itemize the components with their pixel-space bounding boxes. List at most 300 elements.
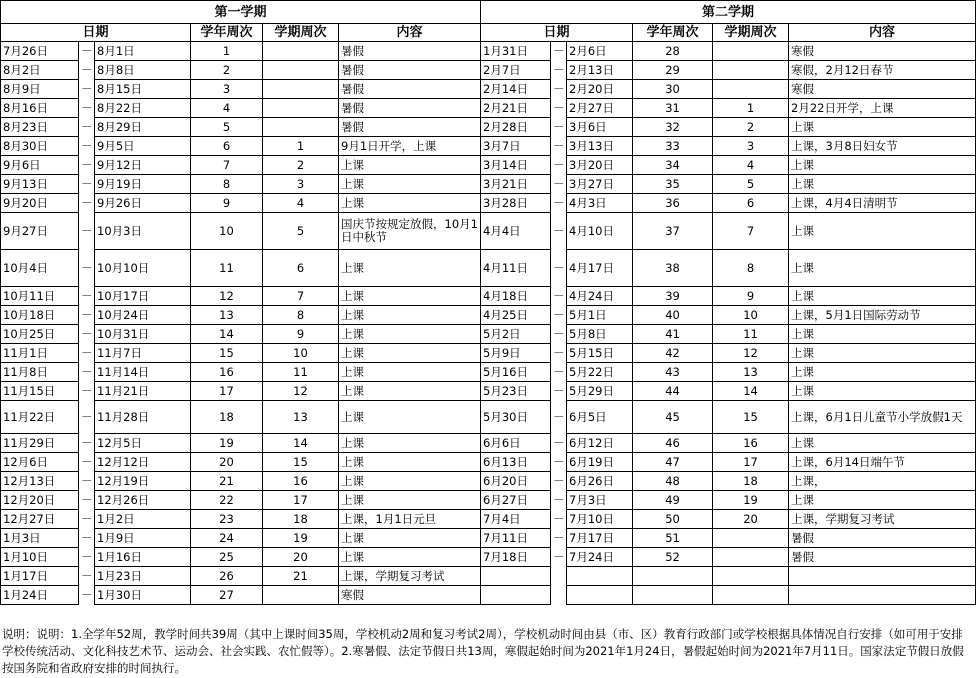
sem1-term-week: 5	[263, 213, 339, 250]
sem2-date-dash: －	[551, 99, 567, 118]
sem1-date-dash: －	[79, 382, 95, 401]
sem1-date-dash: －	[79, 586, 95, 605]
sem2-end-date: 3月6日	[567, 118, 633, 137]
sem2-end-date: 2月6日	[567, 42, 633, 61]
sem1-start-date: 11月15日	[1, 382, 79, 401]
sem2-date-dash: －	[551, 250, 567, 287]
sem2-content: 上课，学期复习考试	[789, 510, 976, 529]
sem2-end-date: 5月8日	[567, 325, 633, 344]
sem2-date-dash: －	[551, 42, 567, 61]
sem2-end-date: 3月13日	[567, 137, 633, 156]
sem2-content: 上课，5月1日国际劳动节	[789, 306, 976, 325]
sem2-term-week: 18	[713, 472, 789, 491]
sem2-start-date: 7月18日	[481, 548, 551, 567]
sem2-term-week: 12	[713, 344, 789, 363]
sem2-term-week: 19	[713, 491, 789, 510]
table-row	[1, 510, 976, 529]
sem1-content-header: 内容	[339, 24, 481, 42]
sem1-term-week: 21	[263, 567, 339, 586]
sem1-date-dash: －	[79, 344, 95, 363]
sem2-content: 上课	[789, 156, 976, 175]
sem2-date-dash: －	[551, 472, 567, 491]
sem2-term-week: 10	[713, 306, 789, 325]
sem1-start-date: 8月30日	[1, 137, 79, 156]
sem2-year-week: 52	[633, 548, 713, 567]
table-row	[1, 306, 976, 325]
sem1-start-date: 1月3日	[1, 529, 79, 548]
sem1-year-week: 5	[191, 118, 263, 137]
sem2-year-week: 31	[633, 99, 713, 118]
sem2-end-date: 6月19日	[567, 453, 633, 472]
sem1-year-week: 4	[191, 99, 263, 118]
sem2-content: 暑假	[789, 548, 976, 567]
sem1-content: 上课	[339, 344, 481, 363]
sem1-year-week: 6	[191, 137, 263, 156]
table-row	[1, 382, 976, 401]
sem2-year-week: 29	[633, 61, 713, 80]
sem2-term-week: 17	[713, 453, 789, 472]
sem1-start-date: 9月13日	[1, 175, 79, 194]
sem2-start-date: 2月14日	[481, 80, 551, 99]
sem1-content: 暑假	[339, 118, 481, 137]
sem2-date-dash: －	[551, 213, 567, 250]
sem1-end-date: 8月22日	[95, 99, 191, 118]
sem2-term-week: 14	[713, 382, 789, 401]
sem1-end-date: 12月12日	[95, 453, 191, 472]
sem2-start-date: 2月21日	[481, 99, 551, 118]
table-row	[1, 80, 976, 99]
sem1-date-dash: －	[79, 510, 95, 529]
table-row	[1, 586, 976, 605]
sem2-year-week: 40	[633, 306, 713, 325]
sem2-term-week: 3	[713, 137, 789, 156]
sem1-content: 上课	[339, 156, 481, 175]
sem2-term-week	[713, 42, 789, 61]
sem1-year-week: 23	[191, 510, 263, 529]
sem2-content: 上课	[789, 325, 976, 344]
sem2-end-date: 4月3日	[567, 194, 633, 213]
sem2-start-date: 4月11日	[481, 250, 551, 287]
sem2-start-date: 3月14日	[481, 156, 551, 175]
sem1-start-date: 9月27日	[1, 213, 79, 250]
sem2-date-dash: －	[551, 287, 567, 306]
semester1-title: 第一学期	[1, 1, 481, 24]
sem1-end-date: 11月14日	[95, 363, 191, 382]
sem2-term-week	[713, 586, 789, 605]
sem1-term-week	[263, 80, 339, 99]
sem1-start-date: 10月25日	[1, 325, 79, 344]
sem1-year-week: 7	[191, 156, 263, 175]
sem2-term-week: 5	[713, 175, 789, 194]
sem2-start-date: 4月25日	[481, 306, 551, 325]
sem1-content: 上课，1月1日元旦	[339, 510, 481, 529]
sem1-term-week: 16	[263, 472, 339, 491]
sem2-year-week	[633, 567, 713, 586]
sem1-term-week: 14	[263, 434, 339, 453]
sem2-content: 上课	[789, 491, 976, 510]
sem2-content-header: 内容	[789, 24, 976, 42]
sem1-content: 9月1日开学，上课	[339, 137, 481, 156]
sem2-start-date: 6月27日	[481, 491, 551, 510]
sem2-end-date: 6月5日	[567, 401, 633, 434]
sem2-year-week: 32	[633, 118, 713, 137]
sem1-term-week	[263, 586, 339, 605]
sem1-date-dash: －	[79, 61, 95, 80]
sem1-content: 上课	[339, 287, 481, 306]
table-row	[1, 156, 976, 175]
sem2-year-week: 43	[633, 363, 713, 382]
table-row	[1, 325, 976, 344]
table-row	[1, 491, 976, 510]
sem1-term-week: 6	[263, 250, 339, 287]
sem2-term-week: 11	[713, 325, 789, 344]
sem1-content: 上课	[339, 325, 481, 344]
sem2-year-week: 48	[633, 472, 713, 491]
sem1-term-week: 20	[263, 548, 339, 567]
sem1-date-dash: －	[79, 137, 95, 156]
sem1-content: 暑假	[339, 99, 481, 118]
sem2-term-week: 16	[713, 434, 789, 453]
sem2-start-date: 1月31日	[481, 42, 551, 61]
sem2-date-dash: －	[551, 306, 567, 325]
sem2-start-date: 6月20日	[481, 472, 551, 491]
sem1-start-date: 1月17日	[1, 567, 79, 586]
sem1-content: 上课	[339, 363, 481, 382]
sem2-term-week	[713, 529, 789, 548]
sem1-end-date: 10月31日	[95, 325, 191, 344]
sem1-content: 上课	[339, 529, 481, 548]
sem2-term-week: 15	[713, 401, 789, 434]
sem1-term-week: 2	[263, 156, 339, 175]
sem2-start-date: 3月7日	[481, 137, 551, 156]
sem1-date-dash: －	[79, 99, 95, 118]
sem2-content: 暑假	[789, 529, 976, 548]
table-row	[1, 529, 976, 548]
sem2-year-week: 33	[633, 137, 713, 156]
sem1-year-week: 1	[191, 42, 263, 61]
sem2-start-date: 6月6日	[481, 434, 551, 453]
sem2-end-date: 2月27日	[567, 99, 633, 118]
sem1-term-week: 15	[263, 453, 339, 472]
sem1-year-week: 2	[191, 61, 263, 80]
sem2-year-week: 47	[633, 453, 713, 472]
sem2-content: 上课，6月14日端午节	[789, 453, 976, 472]
sem1-term-week	[263, 118, 339, 137]
sem1-content: 上课	[339, 306, 481, 325]
sem1-start-date: 10月11日	[1, 287, 79, 306]
sem2-year-week: 44	[633, 382, 713, 401]
sem2-start-date: 2月7日	[481, 61, 551, 80]
sem1-end-date: 8月15日	[95, 80, 191, 99]
sem2-content	[789, 586, 976, 605]
sem2-term-week: 20	[713, 510, 789, 529]
sem1-term-week: 11	[263, 363, 339, 382]
sem2-year-week: 50	[633, 510, 713, 529]
sem2-end-date: 4月24日	[567, 287, 633, 306]
sem2-content: 上课	[789, 287, 976, 306]
sem1-content: 寒假	[339, 586, 481, 605]
sem2-start-date	[481, 586, 551, 605]
sem1-date-dash: －	[79, 118, 95, 137]
sem1-year-week: 14	[191, 325, 263, 344]
sem2-start-date: 5月16日	[481, 363, 551, 382]
sem2-term-week-header: 学期周次	[713, 24, 789, 42]
sem1-date-dash: －	[79, 491, 95, 510]
sem2-year-week: 41	[633, 325, 713, 344]
sem1-date-dash: －	[79, 194, 95, 213]
sem1-end-date: 1月2日	[95, 510, 191, 529]
semester-header-row	[1, 1, 976, 24]
sem1-year-week: 25	[191, 548, 263, 567]
table-row	[1, 287, 976, 306]
sem2-date-dash: －	[551, 194, 567, 213]
sem1-end-date: 1月23日	[95, 567, 191, 586]
sem2-date-dash: －	[551, 137, 567, 156]
sem1-date-dash: －	[79, 529, 95, 548]
sem1-end-date: 12月5日	[95, 434, 191, 453]
footnote: 说明：说明：1.全学年52周，教学时间共39周（其中上课时间35周，学校机动2周和复习考试2周），学校机动时间由县（市、区）教育行政部门或学校根据具体情况自行安排（如可用于安排学校传统活动、文化科技艺术节、运动会、社会实践、农忙假等）。2.寒暑假、法定节假日共13周，寒假起始时间为2021年1月24日，暑假起始时间为2021年7月11日。国家法定节假日放假按国务院和省政府安排的时间执行。	[2, 627, 964, 675]
sem1-term-week-header: 学期周次	[263, 24, 339, 42]
sem2-year-week: 28	[633, 42, 713, 61]
sem1-end-date: 12月19日	[95, 472, 191, 491]
sem1-end-date: 9月12日	[95, 156, 191, 175]
sem2-year-week: 42	[633, 344, 713, 363]
sem2-year-week	[633, 586, 713, 605]
sem1-start-date: 1月10日	[1, 548, 79, 567]
sem1-term-week: 13	[263, 401, 339, 434]
sem1-date-dash: －	[79, 213, 95, 250]
sem2-end-date: 6月12日	[567, 434, 633, 453]
sem1-date-dash: －	[79, 401, 95, 434]
sem2-start-date: 5月2日	[481, 325, 551, 344]
sem1-start-date: 1月24日	[1, 586, 79, 605]
sem2-year-week: 51	[633, 529, 713, 548]
table-row	[1, 344, 976, 363]
table-row	[1, 250, 976, 287]
sem1-end-date: 9月26日	[95, 194, 191, 213]
sem1-start-date: 11月29日	[1, 434, 79, 453]
sem2-end-date: 2月13日	[567, 61, 633, 80]
sem1-end-date: 1月16日	[95, 548, 191, 567]
sem1-content: 上课	[339, 472, 481, 491]
sem1-content: 上课	[339, 382, 481, 401]
sem2-date-header: 日期	[481, 24, 633, 42]
sem1-date-dash: －	[79, 250, 95, 287]
sem2-end-date	[567, 586, 633, 605]
sem1-content: 暑假	[339, 42, 481, 61]
sem1-content: 上课	[339, 434, 481, 453]
sem1-year-week: 9	[191, 194, 263, 213]
table-row	[1, 61, 976, 80]
sem2-content: 上课	[789, 250, 976, 287]
sem2-year-week: 36	[633, 194, 713, 213]
sem2-date-dash	[551, 586, 567, 605]
sem1-date-dash: －	[79, 156, 95, 175]
sem2-end-date: 5月15日	[567, 344, 633, 363]
sem1-date-dash: －	[79, 363, 95, 382]
table-row	[1, 137, 976, 156]
sem1-end-date: 1月30日	[95, 586, 191, 605]
sem1-start-date: 7月26日	[1, 42, 79, 61]
sem1-content: 上课	[339, 401, 481, 434]
sem2-term-week: 1	[713, 99, 789, 118]
sem2-date-dash: －	[551, 325, 567, 344]
table-row	[1, 548, 976, 567]
sem1-start-date: 10月4日	[1, 250, 79, 287]
sem1-date-dash: －	[79, 548, 95, 567]
sem2-date-dash: －	[551, 80, 567, 99]
sem2-year-week: 46	[633, 434, 713, 453]
sem2-content: 寒假，2月12日春节	[789, 61, 976, 80]
sem1-content: 上课	[339, 175, 481, 194]
sem1-content: 上课，学期复习考试	[339, 567, 481, 586]
sem1-year-week: 8	[191, 175, 263, 194]
sem1-start-date: 9月6日	[1, 156, 79, 175]
sem1-date-dash: －	[79, 80, 95, 99]
sem1-start-date: 12月20日	[1, 491, 79, 510]
sem2-content: 上课	[789, 434, 976, 453]
sem1-year-week: 10	[191, 213, 263, 250]
sem1-date-header: 日期	[1, 24, 191, 42]
sem1-start-date: 11月22日	[1, 401, 79, 434]
sem1-content: 暑假	[339, 80, 481, 99]
sem1-end-date: 11月28日	[95, 401, 191, 434]
sem1-term-week: 4	[263, 194, 339, 213]
sem2-content: 上课	[789, 175, 976, 194]
sem1-date-dash: －	[79, 325, 95, 344]
sem1-start-date: 8月9日	[1, 80, 79, 99]
table-row	[1, 175, 976, 194]
sem2-end-date	[567, 567, 633, 586]
sem2-content: 上课，3月8日妇女节	[789, 137, 976, 156]
table-row	[1, 194, 976, 213]
sem2-end-date: 4月10日	[567, 213, 633, 250]
sem2-term-week: 13	[713, 363, 789, 382]
sem2-end-date: 3月20日	[567, 156, 633, 175]
sem1-end-date: 10月10日	[95, 250, 191, 287]
sem1-year-week: 26	[191, 567, 263, 586]
sem2-end-date: 7月10日	[567, 510, 633, 529]
sem2-date-dash: －	[551, 344, 567, 363]
sem2-year-week: 37	[633, 213, 713, 250]
sem2-end-date: 4月17日	[567, 250, 633, 287]
sem1-end-date: 1月9日	[95, 529, 191, 548]
table-row	[1, 99, 976, 118]
sem2-date-dash: －	[551, 363, 567, 382]
sem2-start-date	[481, 567, 551, 586]
sem1-content: 国庆节按规定放假，10月1日中秋节	[339, 213, 481, 250]
sem1-end-date: 9月5日	[95, 137, 191, 156]
sem1-start-date: 12月6日	[1, 453, 79, 472]
table-row	[1, 213, 976, 250]
sem1-start-date: 10月18日	[1, 306, 79, 325]
sem1-term-week: 9	[263, 325, 339, 344]
sem2-date-dash: －	[551, 401, 567, 434]
sem2-year-week: 45	[633, 401, 713, 434]
sem1-end-date: 9月19日	[95, 175, 191, 194]
sem2-content: 上课	[789, 363, 976, 382]
sem2-year-week: 35	[633, 175, 713, 194]
sem1-date-dash: －	[79, 175, 95, 194]
sem1-content: 暑假	[339, 61, 481, 80]
sem2-start-date: 5月23日	[481, 382, 551, 401]
sem1-year-week: 12	[191, 287, 263, 306]
sem1-start-date: 8月2日	[1, 61, 79, 80]
calendar-body	[1, 1, 976, 605]
sem1-term-week: 7	[263, 287, 339, 306]
sem1-term-week: 18	[263, 510, 339, 529]
sem1-end-date: 8月8日	[95, 61, 191, 80]
table-row	[1, 472, 976, 491]
sem1-term-week: 3	[263, 175, 339, 194]
sem2-end-date: 5月29日	[567, 382, 633, 401]
sem1-year-week: 15	[191, 344, 263, 363]
sem1-year-week: 11	[191, 250, 263, 287]
sem1-year-week: 16	[191, 363, 263, 382]
sem2-start-date: 7月4日	[481, 510, 551, 529]
sem2-content: 上课	[789, 382, 976, 401]
sem1-year-week: 18	[191, 401, 263, 434]
sem1-term-week: 1	[263, 137, 339, 156]
sem2-term-week: 4	[713, 156, 789, 175]
sem2-term-week: 7	[713, 213, 789, 250]
sem1-date-dash: －	[79, 42, 95, 61]
sem2-content: 上课，4月4日清明节	[789, 194, 976, 213]
sem2-term-week	[713, 61, 789, 80]
semester2-title: 第二学期	[481, 1, 976, 24]
sem2-start-date: 7月11日	[481, 529, 551, 548]
sem2-end-date: 5月22日	[567, 363, 633, 382]
sem1-year-week: 22	[191, 491, 263, 510]
sem1-date-dash: －	[79, 567, 95, 586]
sem2-content: 2月22日开学，上课	[789, 99, 976, 118]
table-row	[1, 567, 976, 586]
sem1-content: 上课	[339, 250, 481, 287]
sem1-content: 上课	[339, 548, 481, 567]
sem2-content: 寒假	[789, 80, 976, 99]
sem2-end-date: 7月3日	[567, 491, 633, 510]
sem1-year-week: 21	[191, 472, 263, 491]
sem1-end-date: 10月24日	[95, 306, 191, 325]
table-row	[1, 401, 976, 434]
sem1-year-week: 24	[191, 529, 263, 548]
sem1-start-date: 11月1日	[1, 344, 79, 363]
sem2-date-dash: －	[551, 382, 567, 401]
sem1-date-dash: －	[79, 453, 95, 472]
sem1-year-week: 13	[191, 306, 263, 325]
sem2-term-week: 8	[713, 250, 789, 287]
sem1-year-week: 20	[191, 453, 263, 472]
sem2-term-week	[713, 567, 789, 586]
sem2-end-date: 5月1日	[567, 306, 633, 325]
sem2-content: 上课，6月1日儿童节小学放假1天	[789, 401, 976, 434]
sem1-year-week: 17	[191, 382, 263, 401]
sem1-start-date: 12月27日	[1, 510, 79, 529]
sem2-content: 寒假	[789, 42, 976, 61]
sem2-end-date: 2月20日	[567, 80, 633, 99]
sem2-date-dash: －	[551, 61, 567, 80]
sem2-start-date: 3月28日	[481, 194, 551, 213]
sem1-date-dash: －	[79, 472, 95, 491]
sem1-year-week-header: 学年周次	[191, 24, 263, 42]
sem2-term-week: 6	[713, 194, 789, 213]
sem1-term-week	[263, 42, 339, 61]
sem1-end-date: 8月29日	[95, 118, 191, 137]
sem2-end-date: 7月17日	[567, 529, 633, 548]
sem1-end-date: 12月26日	[95, 491, 191, 510]
table-row	[1, 42, 976, 61]
sem2-date-dash	[551, 567, 567, 586]
